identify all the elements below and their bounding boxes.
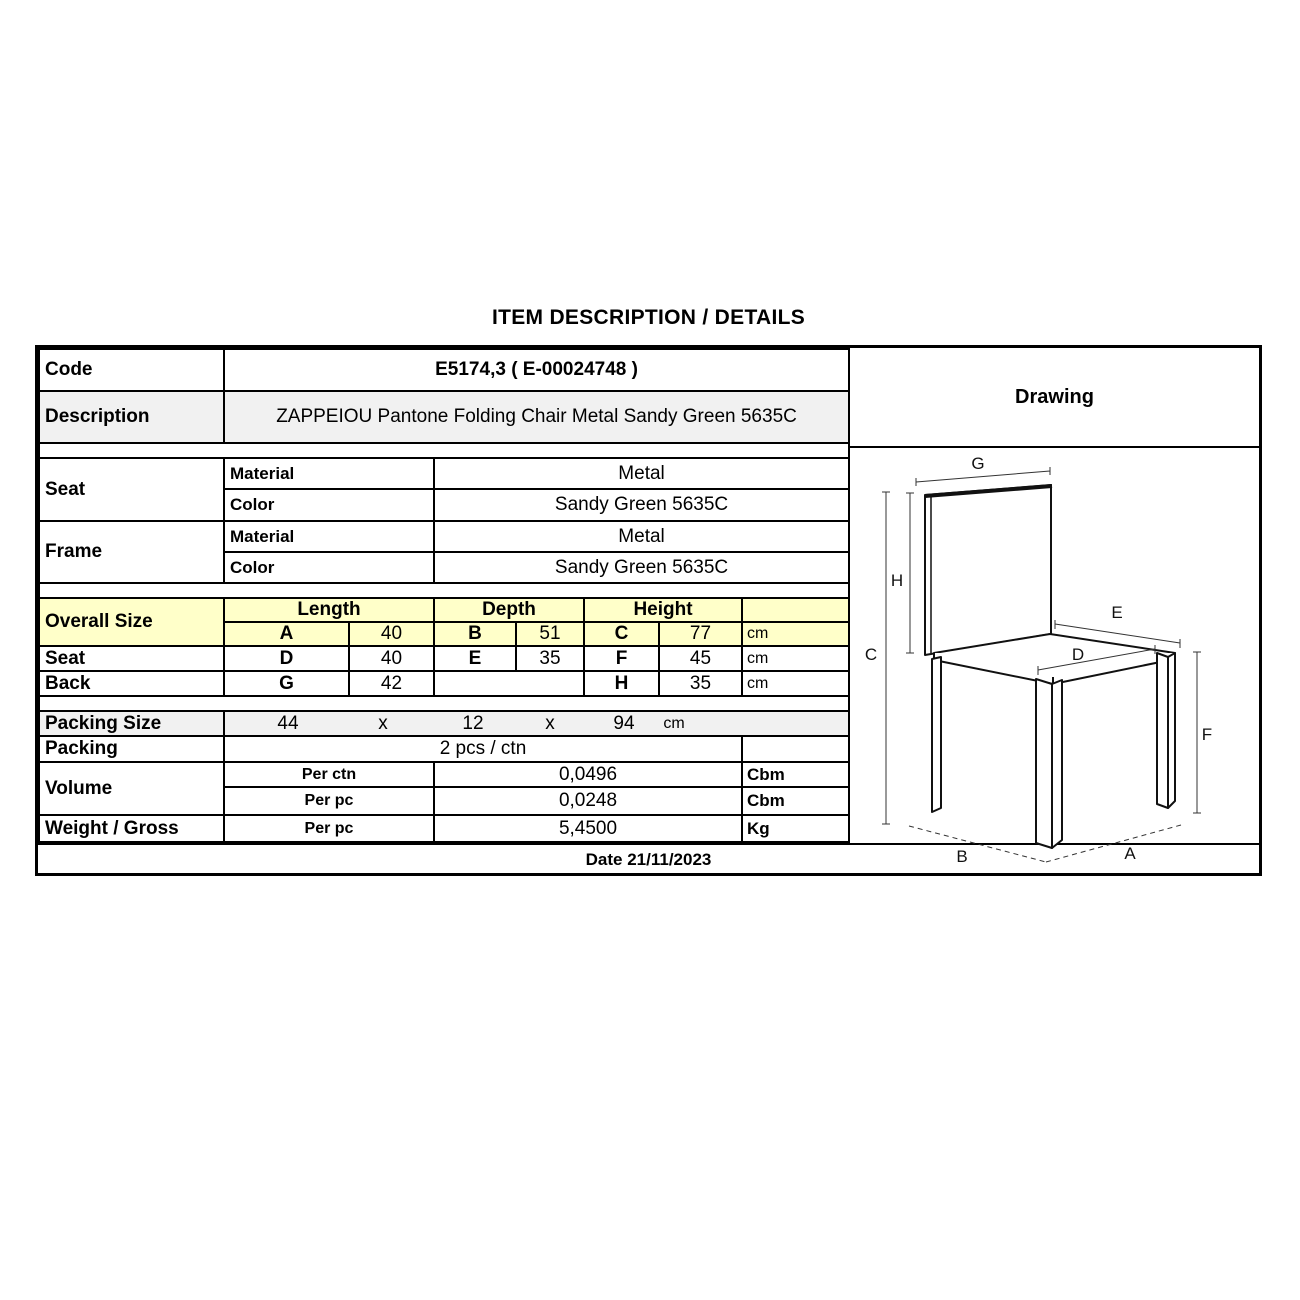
dim-label-b: B: [956, 847, 968, 866]
dim-key-f: F: [584, 646, 659, 671]
code-value: E5174,3 ( E-00024748 ): [224, 349, 849, 391]
page-title: ITEM DESCRIPTION / DETAILS: [491, 306, 806, 329]
dim-label-g: G: [971, 454, 985, 473]
seat-section-label: Seat: [39, 458, 224, 521]
dim-key-c: C: [584, 622, 659, 646]
packing-size-depth: 12: [462, 712, 484, 734]
per-ctn-unit: Cbm: [742, 762, 849, 787]
drawing-header: Drawing: [850, 348, 1259, 448]
packing-size-height: 94: [613, 712, 635, 734]
height-header: Height: [584, 598, 742, 622]
empty-cell: [742, 598, 849, 622]
packing-size-x: x: [545, 712, 555, 734]
dim-label-c: C: [864, 645, 878, 664]
per-pc-value: 0,0248: [434, 787, 742, 815]
chair-outline: [925, 485, 1175, 848]
dim-label-e: E: [1111, 603, 1123, 622]
empty-cell: [742, 736, 849, 762]
packing-size-length: 44: [277, 712, 299, 734]
unit-cm: cm: [742, 646, 849, 671]
frame-material-row: [39, 521, 849, 552]
dim-label-a: A: [1124, 844, 1136, 863]
packing-value: 2 pcs / ctn: [224, 736, 742, 762]
packing-size-unit: cm: [663, 714, 685, 732]
dim-key-h: H: [584, 671, 659, 696]
frame-section-label: Frame: [39, 521, 224, 583]
seat-color-label: Color: [224, 489, 434, 521]
per-ctn-value: 0,0496: [434, 762, 742, 787]
description-value: ZAPPEIOU Pantone Folding Chair Metal Sandy Green 5635C: [224, 391, 849, 443]
dim-key-b: B: [434, 622, 516, 646]
packing-size-values: [224, 711, 849, 736]
overall-size-label: Overall Size: [39, 598, 224, 646]
dim-val-h: 35: [659, 671, 742, 696]
seat-material-value: Metal: [434, 458, 849, 489]
dim-val-d: 40: [349, 646, 434, 671]
dim-label-h: H: [890, 571, 904, 590]
code-label: Code: [39, 349, 224, 391]
packing-size-label: Packing Size: [39, 711, 224, 736]
depth-header: Depth: [434, 598, 584, 622]
description-label: Description: [39, 391, 224, 443]
seat-color-value: Sandy Green 5635C: [434, 489, 849, 521]
back-size-label: Back: [39, 671, 224, 696]
dim-label-f: F: [1201, 725, 1213, 744]
dim-key-a: A: [224, 622, 349, 646]
length-header: Length: [224, 598, 434, 622]
drawing-area: [850, 448, 1259, 866]
dim-val-c: 77: [659, 622, 742, 646]
per-ctn-label: Per ctn: [224, 762, 434, 787]
dim-val-g: 42: [349, 671, 434, 696]
separator-row: [39, 443, 849, 458]
packing-size-row: [39, 711, 849, 736]
frame-color-value: Sandy Green 5635C: [434, 552, 849, 583]
weight-label: Weight / Gross: [39, 815, 224, 842]
unit-cm: cm: [742, 622, 849, 646]
dim-val-f: 45: [659, 646, 742, 671]
unit-cm: cm: [742, 671, 849, 696]
volume-label: Volume: [39, 762, 224, 815]
seat-material-row: [39, 458, 849, 489]
seat-size-label: Seat: [39, 646, 224, 671]
weight-per-label: Per pc: [224, 815, 434, 842]
packing-row: [39, 736, 849, 762]
dim-label-d: D: [1071, 645, 1085, 664]
dim-val-a: 40: [349, 622, 434, 646]
frame-material-label: Material: [224, 521, 434, 552]
description-row: [39, 391, 849, 443]
empty-cell: [434, 671, 584, 696]
back-size-row: [39, 671, 849, 696]
code-row: [39, 349, 849, 391]
weight-value: 5,4500: [434, 815, 742, 842]
separator-row: [39, 583, 849, 598]
frame-color-label: Color: [224, 552, 434, 583]
spec-grid: [38, 348, 850, 843]
volume-per-ctn-row: [39, 762, 849, 787]
dim-val-e: 35: [516, 646, 584, 671]
seat-size-row: [39, 646, 849, 671]
dim-key-e: E: [434, 646, 516, 671]
seat-material-label: Material: [224, 458, 434, 489]
packing-size-x: x: [378, 712, 388, 734]
separator-row: [39, 696, 849, 711]
dim-val-b: 51: [516, 622, 584, 646]
packing-label: Packing: [39, 736, 224, 762]
dim-key-d: D: [224, 646, 349, 671]
item-spec-table: [35, 345, 1262, 876]
size-header-row: [39, 598, 849, 622]
per-pc-unit: Cbm: [742, 787, 849, 815]
dim-key-g: G: [224, 671, 349, 696]
frame-material-value: Metal: [434, 521, 849, 552]
spec-left-panel: [38, 348, 848, 843]
per-pc-label: Per pc: [224, 787, 434, 815]
chair-drawing: [850, 448, 1263, 876]
drawing-panel: [848, 348, 1259, 866]
weight-unit: Kg: [742, 815, 849, 842]
date-row: Date 21/11/2023: [38, 843, 1259, 873]
weight-row: [39, 815, 849, 842]
